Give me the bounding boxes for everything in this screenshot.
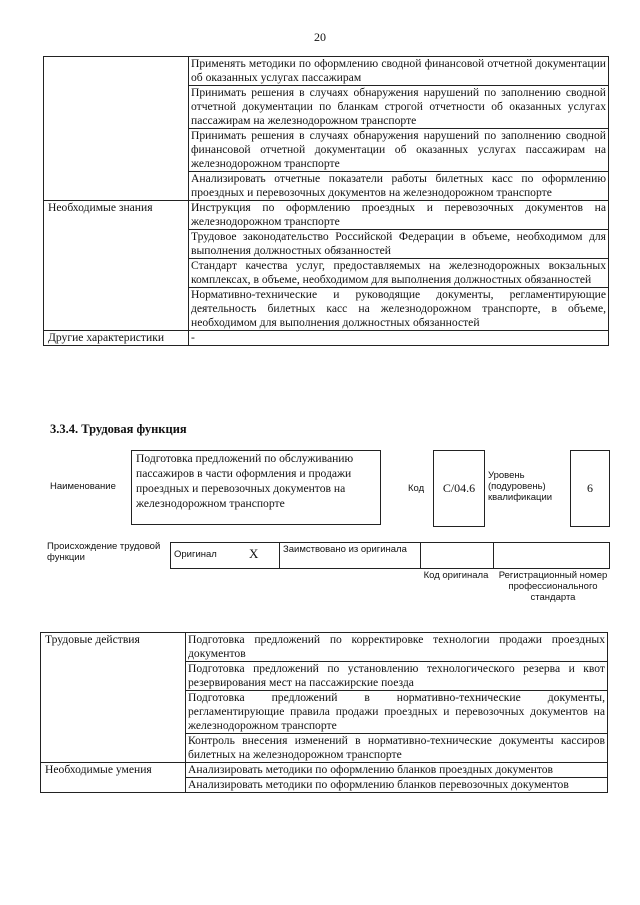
actions-skills-table bbox=[40, 632, 608, 793]
table-row bbox=[41, 763, 608, 778]
code-box: С/04.6 bbox=[433, 450, 485, 527]
level-box: 6 bbox=[570, 450, 610, 527]
table-cell: Стандарт качества услуг, предоставляемых на железнодорожных вокзальных комплексах, в объеме, необходимом для выполнения должностных обязанностей bbox=[189, 259, 609, 288]
borrowed-label: Заимствовано из оригинала bbox=[283, 544, 407, 555]
row-label-empty bbox=[44, 57, 189, 201]
divider bbox=[420, 543, 421, 568]
original-mark: Х bbox=[249, 546, 259, 561]
table-row bbox=[44, 57, 609, 86]
table-cell: Трудовое законодательство Российской Федерации в объеме, необходимом для выполнения должностных обязанностей bbox=[189, 230, 609, 259]
name-label: Наименование bbox=[50, 481, 116, 492]
code-original-caption: Код оригинала bbox=[423, 570, 489, 581]
actions-label: Трудовые действия bbox=[41, 633, 186, 763]
other-label: Другие характеристики bbox=[44, 331, 189, 346]
table-cell: Анализировать методики по оформлению бланков перевозочных документов bbox=[186, 778, 608, 793]
original-label: Оригинал bbox=[174, 549, 217, 560]
knowledge-label: Необходимые знания bbox=[44, 201, 189, 331]
divider bbox=[493, 543, 494, 568]
table-cell: Подготовка предложений по корректировке технологии продажи проездных документов bbox=[186, 633, 608, 662]
section-heading: 3.3.4. Трудовая функция bbox=[50, 422, 187, 436]
table-row bbox=[44, 331, 609, 346]
table-cell: Принимать решения в случаях обнаружения нарушений по заполнению сводной финансовой отчетной документации об оказанных услугах пассажирам на железнодорожном транспорте bbox=[189, 129, 609, 172]
other-value: - bbox=[189, 331, 609, 346]
code-label: Код bbox=[408, 483, 425, 494]
table-cell: Нормативно-технические и руководящие документы, регламентирующие деятельность билетных касс на железнодорожном транспорте, в объеме, необходимом для выполнения должностных обязанностей bbox=[189, 288, 609, 331]
skills-label: Необходимые умения bbox=[41, 763, 186, 793]
skills-knowledge-table bbox=[43, 56, 609, 346]
divider bbox=[279, 543, 280, 568]
origin-label: Происхождение трудовой функции bbox=[47, 541, 161, 563]
level-label: Уровень (подуровень) квалификации bbox=[488, 470, 553, 503]
table-cell: Подготовка предложений в нормативно-технические документы, регламентирующие правила продажи проездных и перевозочных документов на железнодорожном транспорте bbox=[186, 691, 608, 734]
table-cell: Применять методики по оформлению сводной финансовой отчетной документации об оказанных услугах пассажирам bbox=[189, 57, 609, 86]
table-cell: Анализировать отчетные показатели работы билетных касс по оформлению проездных и перевозочных документов на железнодорожном транспорте bbox=[189, 172, 609, 201]
reg-number-caption: Регистрационный номер профессионального стандарта bbox=[498, 570, 608, 603]
table-cell: Инструкция по оформлению проездных и перевозочных документов на железнодорожном транспорте bbox=[189, 201, 609, 230]
table-cell: Контроль внесения изменений в нормативно-технические документы кассиров билетных на железнодорожном транспорте bbox=[186, 734, 608, 763]
origin-row bbox=[170, 542, 610, 569]
function-name-box: Подготовка предложений по обслуживанию пассажиров в части оформления и продажи проездных и перевозочных документов на железнодорожном транспорте bbox=[131, 450, 381, 525]
table-row bbox=[41, 633, 608, 662]
table-row bbox=[44, 201, 609, 230]
table-cell: Подготовка предложений по установлению технологического резерва и квот резервирования мест на пассажирские поезда bbox=[186, 662, 608, 691]
table-cell: Принимать решения в случаях обнаружения нарушений по заполнению сводной отчетной документации по бланкам строгой отчетности об оказанных услугах пассажирам на железнодорожном транспорте bbox=[189, 86, 609, 129]
page-number: 20 bbox=[314, 30, 326, 44]
table-cell: Анализировать методики по оформлению бланков проездных документов bbox=[186, 763, 608, 778]
